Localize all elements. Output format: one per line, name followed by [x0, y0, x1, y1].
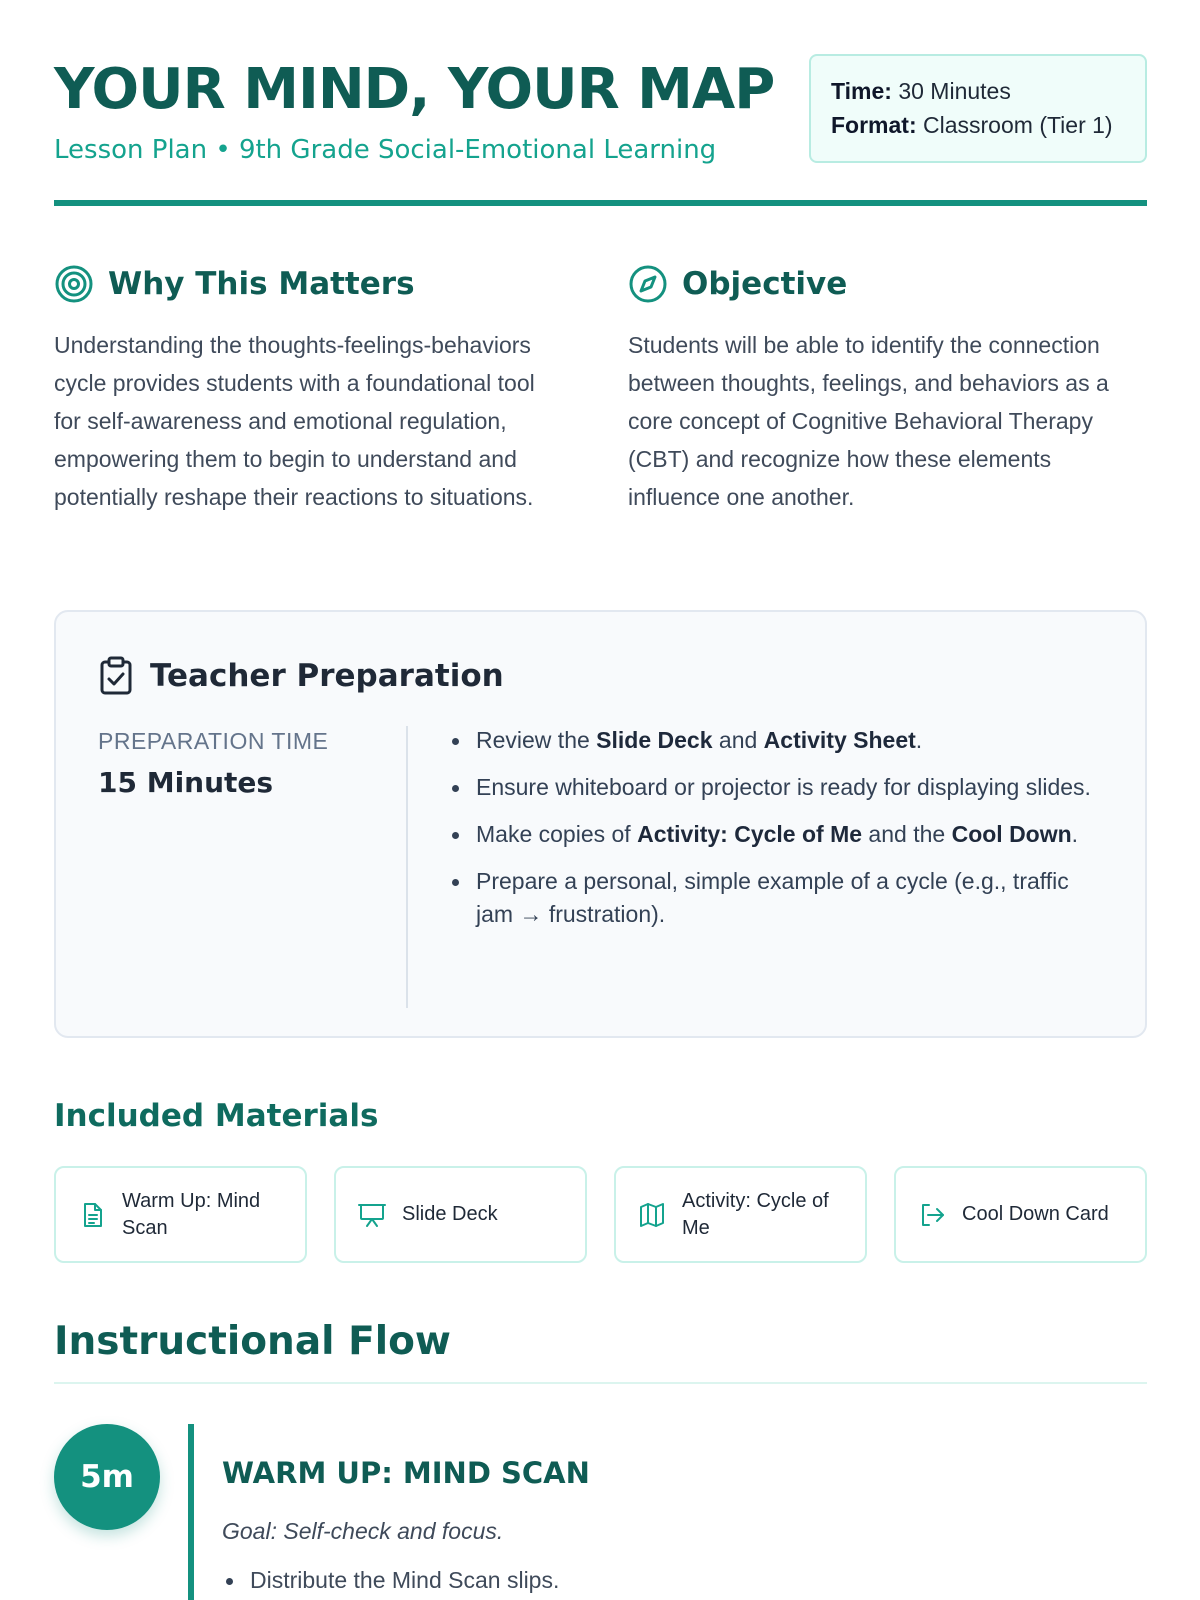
materials-heading: Included Materials	[54, 1098, 379, 1134]
objective-section	[628, 262, 1148, 516]
time-meta	[831, 74, 1125, 108]
prep-checklist	[446, 724, 1106, 945]
material-label: Warm Up: Mind Scan	[122, 1189, 261, 1239]
prep-heading: Teacher Preparation	[150, 658, 504, 694]
material-label: Cool Down Card	[962, 1203, 1109, 1225]
step-card	[194, 1424, 1147, 1600]
time-label: Time:	[831, 78, 892, 104]
why-heading-row	[54, 262, 544, 306]
prep-item: Prepare a personal, simple example of a cycle (e.g., traffic jam → frustration).	[446, 865, 1106, 931]
clipboard-check-icon	[98, 656, 134, 696]
material-cool-down-card[interactable]	[894, 1166, 1147, 1263]
map-icon	[638, 1201, 666, 1229]
material-activity-card[interactable]	[614, 1166, 867, 1263]
exit-icon	[918, 1201, 946, 1229]
step-bullet: Distribute the Mind Scan slips.	[222, 1564, 559, 1597]
lesson-header	[54, 54, 1147, 206]
prep-item: Ensure whiteboard or projector is ready for displaying slides.	[446, 771, 1106, 804]
compass-icon	[628, 264, 668, 304]
step-duration: 5m	[80, 1459, 134, 1495]
materials-list	[54, 1166, 1147, 1263]
step-duration-badge	[54, 1424, 160, 1530]
objective-heading: Objective	[682, 266, 848, 302]
format-meta	[831, 108, 1125, 142]
step-title: WARM UP: MIND SCAN	[222, 1456, 590, 1490]
material-label: Slide Deck	[402, 1203, 498, 1225]
time-value: 30 Minutes	[891, 78, 1011, 104]
material-slide-deck-card[interactable]	[334, 1166, 587, 1263]
teacher-preparation-card	[54, 610, 1147, 1038]
step-bullets	[222, 1564, 559, 1597]
why-text: Understanding the thoughts-feelings-behaviors cycle provides students with a foundational tool for self-awareness and emotional regulation, empowering them to begin to understand and potentially reshape their reactions to situations.	[54, 332, 535, 510]
material-warm-up-card[interactable]	[54, 1166, 307, 1263]
prep-divider	[406, 726, 408, 1008]
why-heading: Why This Matters	[108, 266, 415, 302]
prep-time-value: 15 Minutes	[98, 766, 274, 799]
header-divider	[54, 200, 1147, 206]
flow-heading: Instructional Flow	[54, 1319, 451, 1364]
document-icon	[78, 1201, 106, 1229]
flow-divider	[54, 1382, 1147, 1384]
prep-item: Review the Slide Deck and Activity Sheet.	[446, 724, 1106, 757]
objective-text: Students will be able to identify the connection between thoughts, feelings, and behaviors as a core concept of Cognitive Behavioral Therapy (CBT) and recognize how these elements influence one another.	[628, 332, 1109, 510]
prep-time-label: PREPARATION TIME	[98, 728, 329, 754]
why-section	[54, 262, 544, 516]
format-label: Format:	[831, 112, 917, 138]
prep-item: Make copies of Activity: Cycle of Me and the Cool Down.	[446, 818, 1106, 851]
format-value: Classroom (Tier 1)	[916, 112, 1113, 138]
prep-heading-row	[98, 654, 504, 698]
target-icon	[54, 264, 94, 304]
page-title: YOUR MIND, YOUR MAP	[54, 57, 775, 122]
step-goal: Goal: Self-check and focus.	[222, 1518, 504, 1544]
lesson-meta-box	[809, 54, 1147, 163]
presentation-icon	[358, 1201, 386, 1229]
material-label: Activity: Cycle of Me	[682, 1189, 829, 1239]
page-subtitle: Lesson Plan • 9th Grade Social-Emotional Learning	[54, 135, 717, 165]
objective-heading-row	[628, 262, 1148, 306]
